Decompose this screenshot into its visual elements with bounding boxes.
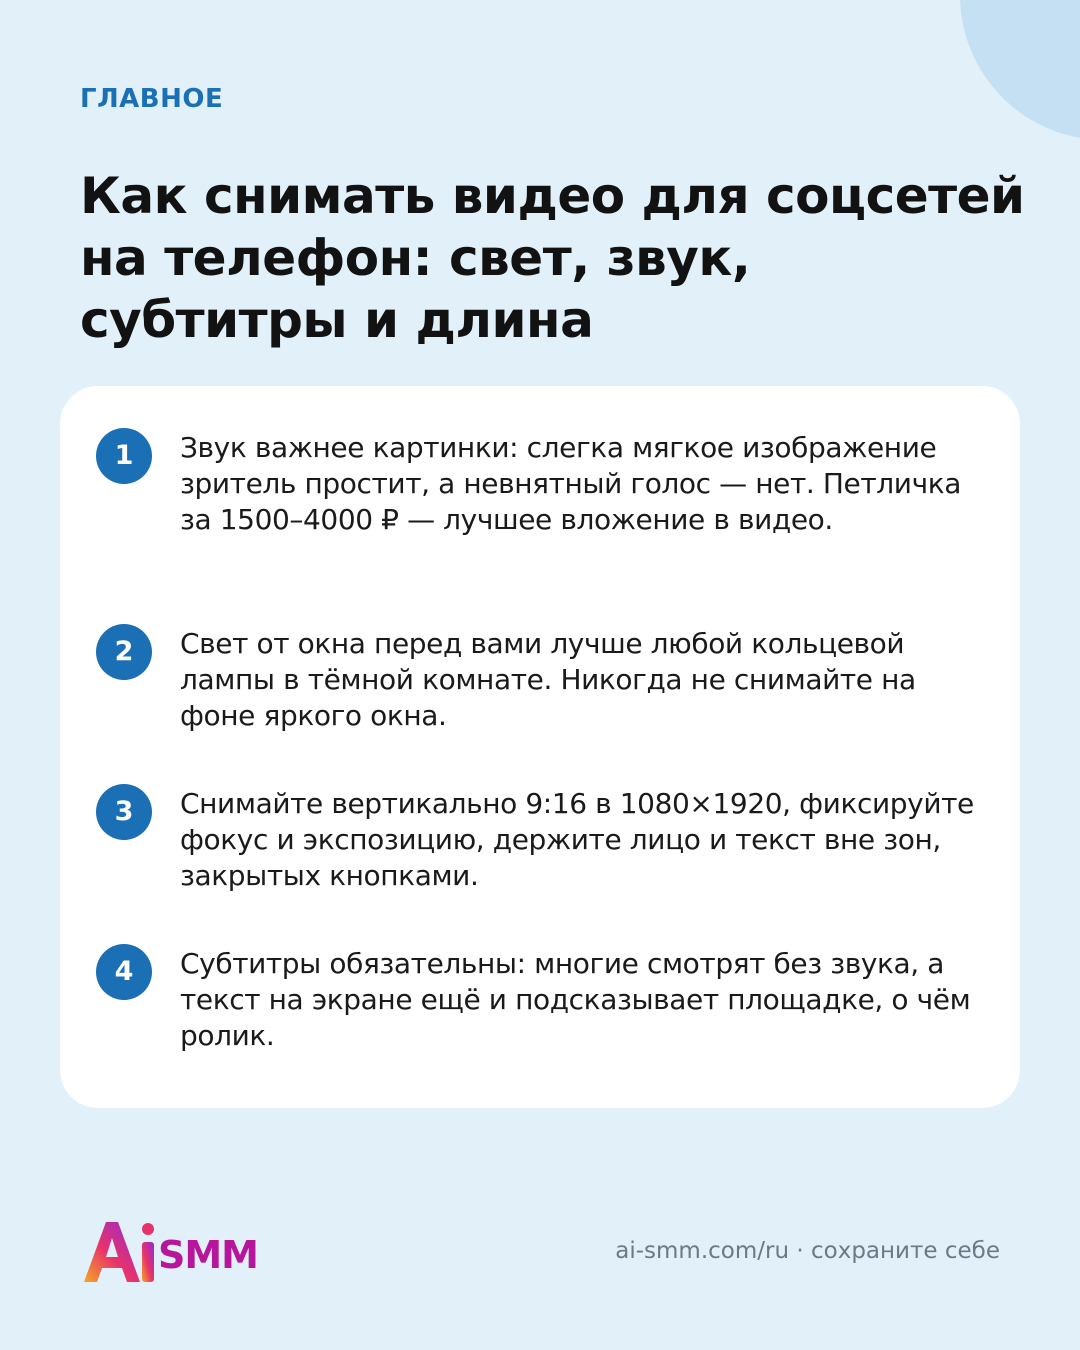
tips-card	[60, 386, 1020, 1108]
tip-text: Звук важнее картинки: слегка мягкое изображение зритель простит, а невнятный голос — нет. Петличка за 1500–4000 ₽ — лучшее вложение в видео.	[180, 431, 961, 536]
svg-text:SMM: SMM	[158, 1233, 258, 1277]
tip-number-badge: 1	[96, 428, 152, 484]
aismm-logo	[82, 1218, 282, 1286]
section-label: ГЛАВНОЕ	[80, 84, 224, 114]
tip-number-badge: 2	[96, 624, 152, 680]
tip-text: Снимайте вертикально 9:16 в 1080×1920, фиксируйте фокус и экспозицию, держите лицо и текст вне зон, закрытых кнопками.	[180, 787, 974, 892]
footer-note: ai-smm.com/ru · сохраните себе	[615, 1238, 1000, 1264]
tip-number-badge: 3	[96, 784, 152, 840]
page-title: Как снимать видео для соцсетей на телефон: свет, звук, субтитры и длина	[80, 167, 1025, 349]
tip-text: Свет от окна перед вами лучше любой кольцевой лампы в тёмной комнате. Никогда не снимайте на фоне яркого окна.	[180, 627, 916, 732]
decorative-corner-circle	[960, 0, 1080, 140]
tip-text: Субтитры обязательны: многие смотрят без звука, а текст на экране ещё и подсказывает площадке, о чём ролик.	[180, 947, 971, 1052]
tip-number-badge: 4	[96, 944, 152, 1000]
